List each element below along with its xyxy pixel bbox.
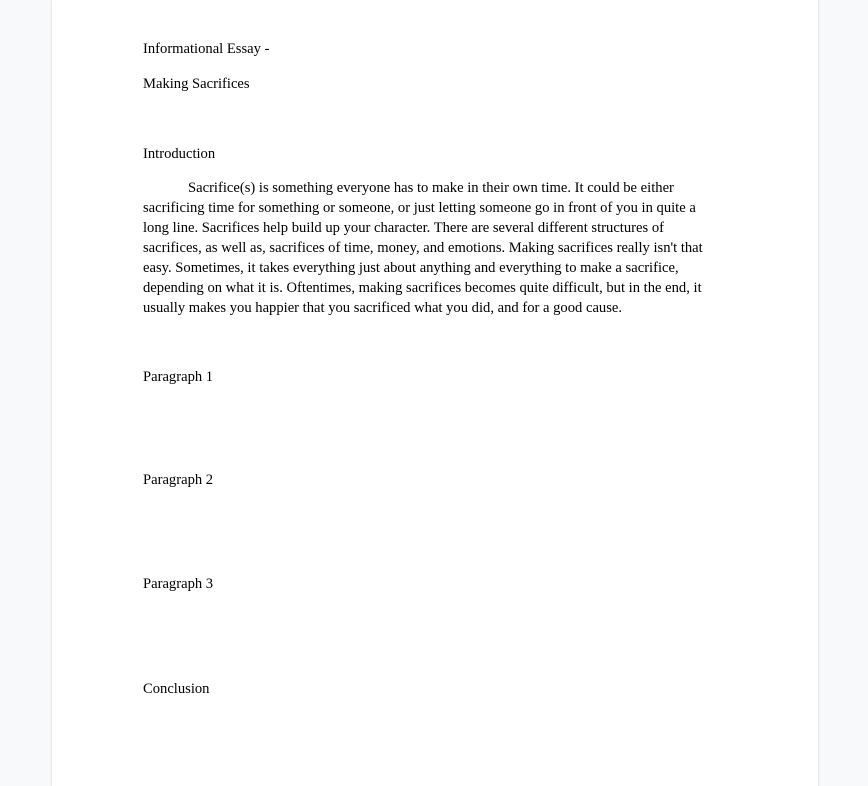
document-page xyxy=(52,0,818,786)
heading-introduction: Introduction xyxy=(143,146,216,162)
heading-conclusion: Conclusion xyxy=(143,681,210,697)
title-line-2: Making Sacrifices xyxy=(143,76,250,92)
title-line-1: Informational Essay - xyxy=(143,41,270,57)
heading-paragraph-3: Paragraph 3 xyxy=(143,576,214,592)
heading-paragraph-2: Paragraph 2 xyxy=(143,472,214,488)
introduction-paragraph: Sacrifice(s) is something everyone has to make in their own time. It could be either sacrificing time for something or someone, or just letting someone go in front of you in quite a long line. Sacrifices help build up your character. There are several different structures of sacrifices, as well as, sacrifices of time, money, and emotions. Making sacrifices really isn't that easy. Sometimes, it takes everything just about anything and everything to make a sacrifice, depending on what it is. Oftentimes, making sacrifices becomes quite difficult, but in the end, it usually makes you happier that you sacrificed what you did, and for a good cause. xyxy=(143,180,703,316)
heading-paragraph-1: Paragraph 1 xyxy=(143,369,214,385)
